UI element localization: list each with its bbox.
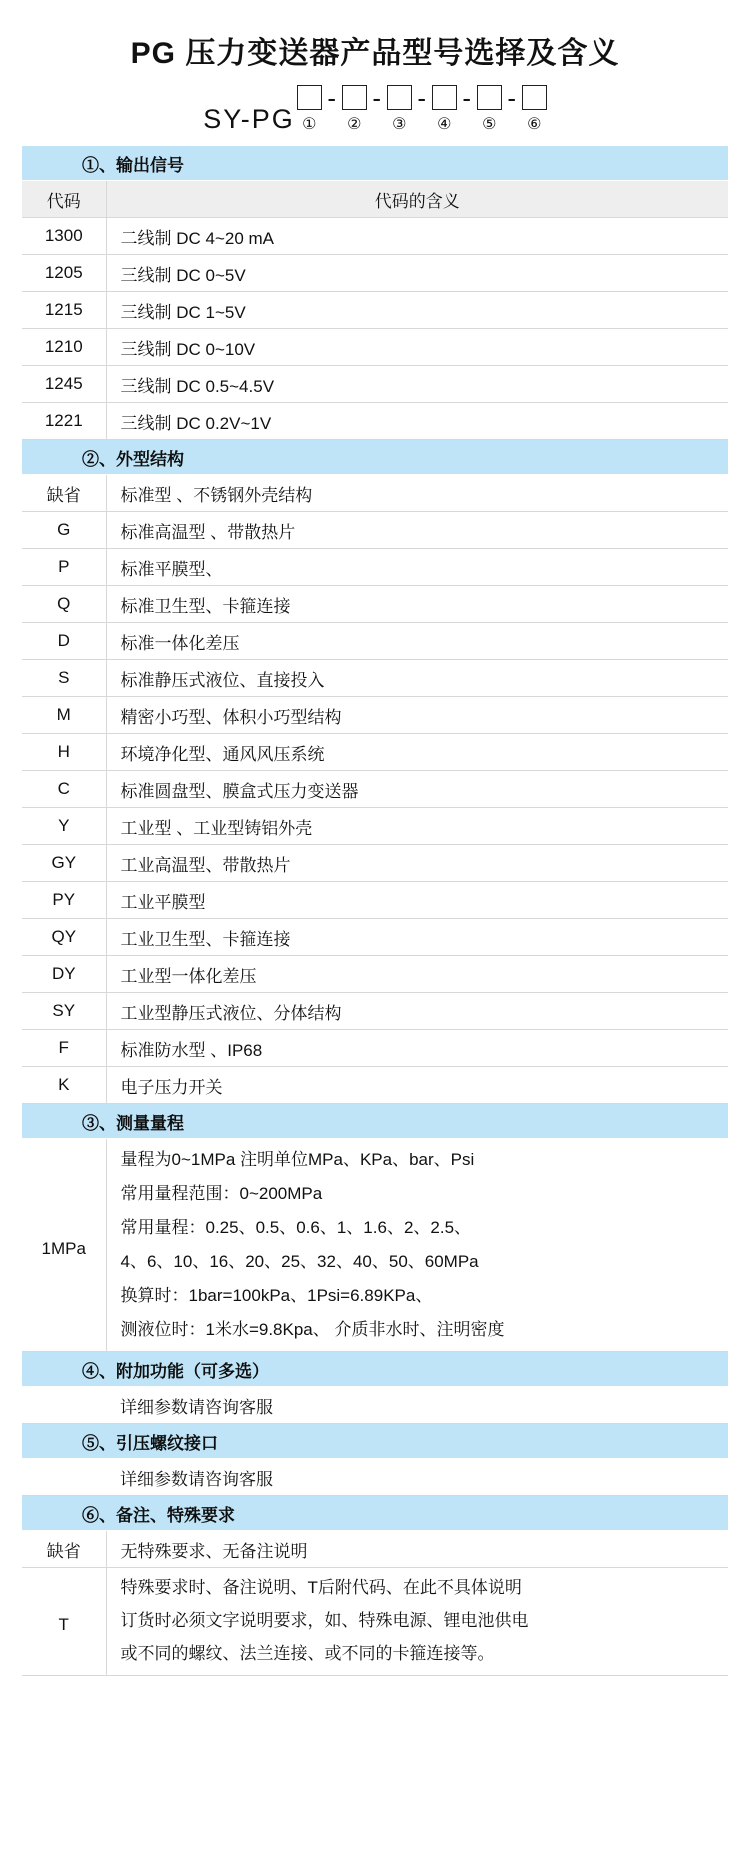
range-line: 常用量程：0.25、0.5、0.6、1、1.6、2、2.5、	[120, 1218, 472, 1237]
table-row	[22, 660, 728, 697]
model-slot-box-2	[342, 85, 367, 110]
column-header-code: 代码	[22, 181, 106, 218]
model-prefix-label: SY-PG	[203, 104, 295, 134]
section-header-additional-functions	[22, 1352, 728, 1387]
model-code-diagram	[22, 82, 728, 136]
model-slot-3	[387, 82, 412, 134]
table-row	[22, 623, 728, 660]
model-slot-2	[342, 82, 367, 134]
table-row-special	[22, 1568, 728, 1676]
row-description: 标准静压式液位、直接投入	[106, 660, 728, 697]
range-line: 4、6、10、16、20、25、32、40、50、60MPa	[120, 1252, 479, 1271]
row-description: 工业型静压式液位、分体结构	[106, 993, 728, 1030]
row-description: 三线制 DC 0.2V~1V	[106, 403, 728, 440]
table-row	[22, 1459, 728, 1496]
table-row	[22, 993, 728, 1030]
model-slot-box-1	[297, 85, 322, 110]
section-header-label: ④、附加功能（可多选）	[22, 1352, 728, 1387]
row-code: 1215	[22, 292, 106, 329]
section-header-structure	[22, 440, 728, 475]
row-code: M	[22, 697, 106, 734]
table-row	[22, 919, 728, 956]
model-slot-box-4	[432, 85, 457, 110]
special-line: 订货时必须文字说明要求，如、特殊电源、锂电池供电	[120, 1611, 529, 1630]
section-header-output-signal	[22, 146, 728, 181]
row-code: SY	[22, 993, 106, 1030]
row-description: 标准卫生型、卡箍连接	[106, 586, 728, 623]
row-description: 环境净化型、通风风压系统	[106, 734, 728, 771]
range-line: 测液位时：1米水=9.8Kpa、 介质非水时、注明密度	[120, 1320, 505, 1339]
table-row	[22, 255, 728, 292]
table-row	[22, 292, 728, 329]
model-slot-number-4: ④	[437, 116, 452, 133]
row-description: 三线制 DC 0~10V	[106, 329, 728, 366]
range-line: 量程为0~1MPa 注明单位MPa、KPa、bar、Psi	[120, 1150, 475, 1169]
row-code: DY	[22, 956, 106, 993]
row-description: 工业卫生型、卡箍连接	[106, 919, 728, 956]
table-subheader-row	[22, 181, 728, 218]
special-line: 或不同的螺纹、法兰连接、或不同的卡箍连接等。	[120, 1644, 495, 1663]
model-dash-3: -	[417, 83, 427, 113]
row-code: 1MPa	[22, 1139, 106, 1352]
row-code: G	[22, 512, 106, 549]
row-code: Q	[22, 586, 106, 623]
row-code: H	[22, 734, 106, 771]
row-description: 工业型 、工业型铸铝外壳	[106, 808, 728, 845]
row-description: 标准圆盘型、膜盒式压力变送器	[106, 771, 728, 808]
page-title: PG 压力变送器产品型号选择及含义	[130, 37, 620, 70]
model-slot-box-3	[387, 85, 412, 110]
table-row	[22, 882, 728, 919]
table-row-range	[22, 1139, 728, 1352]
table-row	[22, 366, 728, 403]
row-code: D	[22, 623, 106, 660]
row-description: 三线制 DC 0.5~4.5V	[106, 366, 728, 403]
table-row	[22, 697, 728, 734]
row-code: 1205	[22, 255, 106, 292]
row-description: 三线制 DC 1~5V	[106, 292, 728, 329]
table-row	[22, 771, 728, 808]
model-slot-6	[522, 82, 547, 134]
model-slot-5	[477, 82, 502, 134]
row-description-multiline	[106, 1139, 728, 1352]
table-row	[22, 586, 728, 623]
model-slot-box-5	[477, 85, 502, 110]
model-slot-number-1: ①	[302, 116, 317, 133]
row-description: 工业高温型、带散热片	[106, 845, 728, 882]
row-code: C	[22, 771, 106, 808]
table-row	[22, 1067, 728, 1104]
table-row	[22, 475, 728, 512]
model-slot-number-6: ⑥	[527, 116, 542, 133]
table-row	[22, 512, 728, 549]
row-description: 二线制 DC 4~20 mA	[106, 218, 728, 255]
model-slot-number-3: ③	[392, 116, 407, 133]
row-code: 缺省	[22, 1531, 106, 1568]
table-row	[22, 1531, 728, 1568]
row-description: 三线制 DC 0~5V	[106, 255, 728, 292]
row-code: S	[22, 660, 106, 697]
model-dash-4: -	[462, 83, 472, 113]
table-row	[22, 549, 728, 586]
table-row	[22, 218, 728, 255]
model-dash-5: -	[507, 83, 517, 113]
row-code: 1210	[22, 329, 106, 366]
table-row	[22, 734, 728, 771]
row-code: 1300	[22, 218, 106, 255]
section-header-remarks	[22, 1496, 728, 1531]
section-header-label: ①、输出信号	[22, 146, 728, 181]
row-description-multiline	[106, 1568, 728, 1676]
row-code: P	[22, 549, 106, 586]
section-header-label: ⑥、备注、特殊要求	[22, 1496, 728, 1531]
special-line: 特殊要求时、备注说明、T后附代码、在此不具体说明	[120, 1578, 522, 1597]
row-description: 工业平膜型	[106, 882, 728, 919]
section-header-label: ③、测量量程	[22, 1104, 728, 1139]
row-code: Y	[22, 808, 106, 845]
row-code: K	[22, 1067, 106, 1104]
model-slot-number-5: ⑤	[482, 116, 497, 133]
specification-table	[22, 146, 728, 1676]
row-code: 1245	[22, 366, 106, 403]
range-line: 换算时：1bar=100kPa、1Psi=6.89KPa、	[120, 1286, 433, 1305]
row-code: GY	[22, 845, 106, 882]
row-description: 标准高温型 、带散热片	[106, 512, 728, 549]
model-slot-4	[432, 82, 457, 134]
row-code: 1221	[22, 403, 106, 440]
model-dash-1: -	[327, 83, 337, 113]
range-line: 常用量程范围：0~200MPa	[120, 1184, 323, 1203]
row-code: QY	[22, 919, 106, 956]
model-slot-box-6	[522, 85, 547, 110]
table-row	[22, 845, 728, 882]
section-header-label: ②、外型结构	[22, 440, 728, 475]
table-row	[22, 1387, 728, 1424]
row-description: 标准一体化差压	[106, 623, 728, 660]
row-note: 详细参数请咨询客服	[22, 1459, 728, 1496]
row-code: 缺省	[22, 475, 106, 512]
table-row	[22, 956, 728, 993]
row-description: 电子压力开关	[106, 1067, 728, 1104]
row-description: 标准平膜型、	[106, 549, 728, 586]
table-row	[22, 403, 728, 440]
column-header-meaning: 代码的含义	[106, 181, 728, 218]
row-description: 标准防水型 、IP68	[106, 1030, 728, 1067]
row-description: 标准型 、不锈钢外壳结构	[106, 475, 728, 512]
row-description: 工业型一体化差压	[106, 956, 728, 993]
section-header-thread-interface	[22, 1424, 728, 1459]
table-row	[22, 808, 728, 845]
section-header-measuring-range	[22, 1104, 728, 1139]
row-description: 精密小巧型、体积小巧型结构	[106, 697, 728, 734]
row-code: PY	[22, 882, 106, 919]
model-slot-1	[297, 82, 322, 134]
section-header-label: ⑤、引压螺纹接口	[22, 1424, 728, 1459]
row-code: F	[22, 1030, 106, 1067]
row-description: 无特殊要求、无备注说明	[106, 1531, 728, 1568]
row-code: T	[22, 1568, 106, 1676]
table-row	[22, 1030, 728, 1067]
model-slot-number-2: ②	[347, 116, 362, 133]
model-dash-2: -	[372, 83, 382, 113]
table-row	[22, 329, 728, 366]
row-note: 详细参数请咨询客服	[22, 1387, 728, 1424]
